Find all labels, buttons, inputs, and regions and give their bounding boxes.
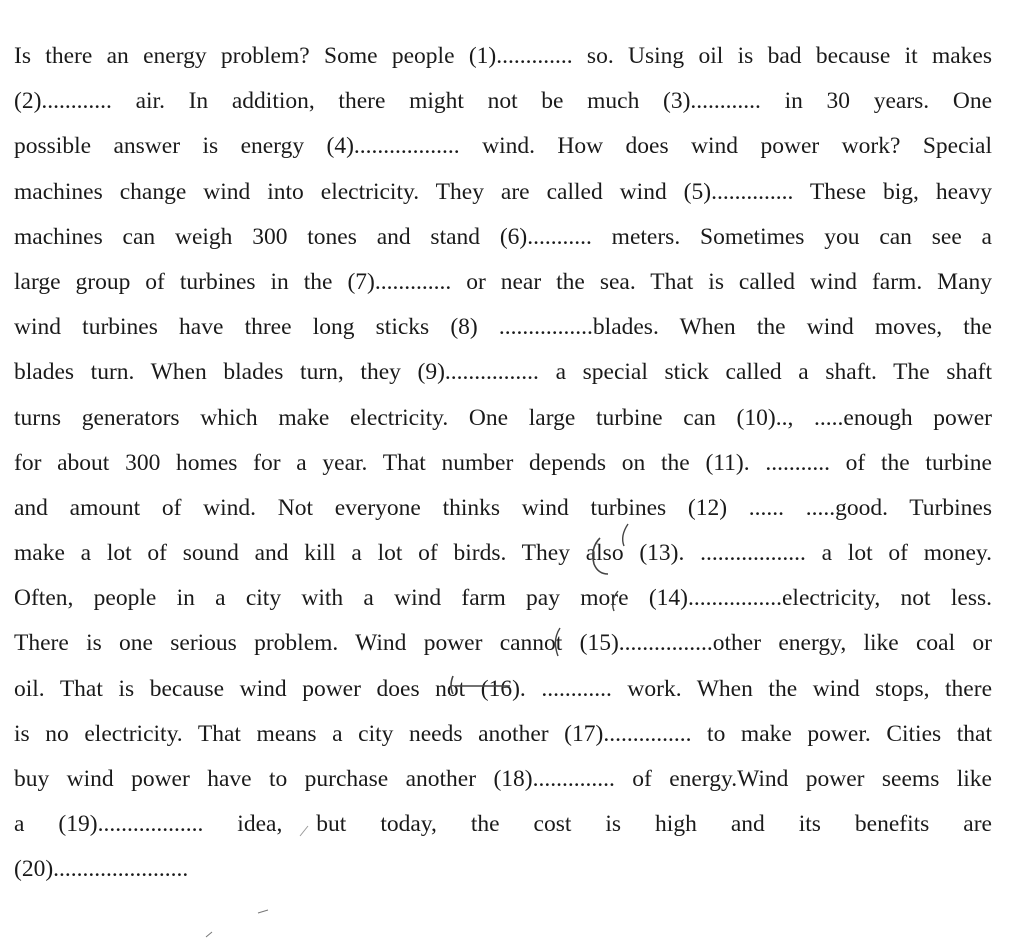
passage-line-4: machines change wind into electricity. They are called wind (5).............. These big, heavy (14, 178, 992, 205)
passage-line-11: and amount of wind. Not everyone thinks wind turbines (12) ...... .....good. Turbines (14, 494, 992, 521)
passage-line-1: Is there an energy problem? Some people (1)............. so. Using oil is bad because it makes (14, 43, 992, 69)
passage-line-3: possible answer is energy (4).................. wind. How does wind power work? Special (14, 133, 992, 160)
passage-line-14: There is one serious problem. Wind power cannot (15)................other energy, like coal or (14, 630, 992, 657)
passage-line-8: blades turn. When blades turn, they (9)................ a special stick called a shaft. The shaft (14, 359, 992, 386)
stray-mark (300, 826, 308, 836)
passage-line-12: make a lot of sound and kill a lot of birds. They also (13). .................. a lot of money. (14, 540, 992, 567)
pen-mark-13 (593, 538, 608, 574)
passage-line-17: buy wind power have to purchase another (18).............. of energy.Wind power seems like (14, 766, 992, 792)
passage-line-7: wind turbines have three long sticks (8) ................blades. When the wind moves, the (14, 314, 992, 341)
passage-line-6: large group of turbines in the (7)............. or near the sea. That is called wind farm. Many (14, 268, 992, 295)
stray-mark (258, 910, 268, 913)
passage-line-10: for about 300 homes for a year. That number depends on the (11). ........... of the turbine (14, 449, 992, 476)
passage-line-15: oil. That is because wind power does not (16). ............ work. When the wind stops, there (14, 675, 992, 702)
passage-line-9: turns generators which make electricity. One large turbine can (10).., .....enough power (14, 404, 992, 431)
passage-line-5: machines can weigh 300 tones and stand (6)........... meters. Sometimes you can see a (14, 223, 992, 250)
pen-mark-16 (451, 676, 510, 694)
pen-mark-14 (613, 591, 618, 611)
passage-line-13: Often, people in a city with a wind farm pay more (14)................electricity, not less. (14, 585, 992, 612)
pen-mark-12 (623, 524, 628, 546)
stray-mark (206, 932, 212, 937)
passage-line-18: a (19).................. idea, but today, the cost is high and its benefits are (14, 811, 992, 838)
pen-mark-15 (555, 628, 560, 656)
passage-line-19: (20)....................... (14, 856, 189, 883)
passage-line-16: is no electricity. That means a city needs another (17)............... to make power. Cities that (14, 720, 992, 747)
passage-line-2: (2)............ air. In addition, there might not be much (3)............ in 30 years. One (14, 88, 992, 115)
